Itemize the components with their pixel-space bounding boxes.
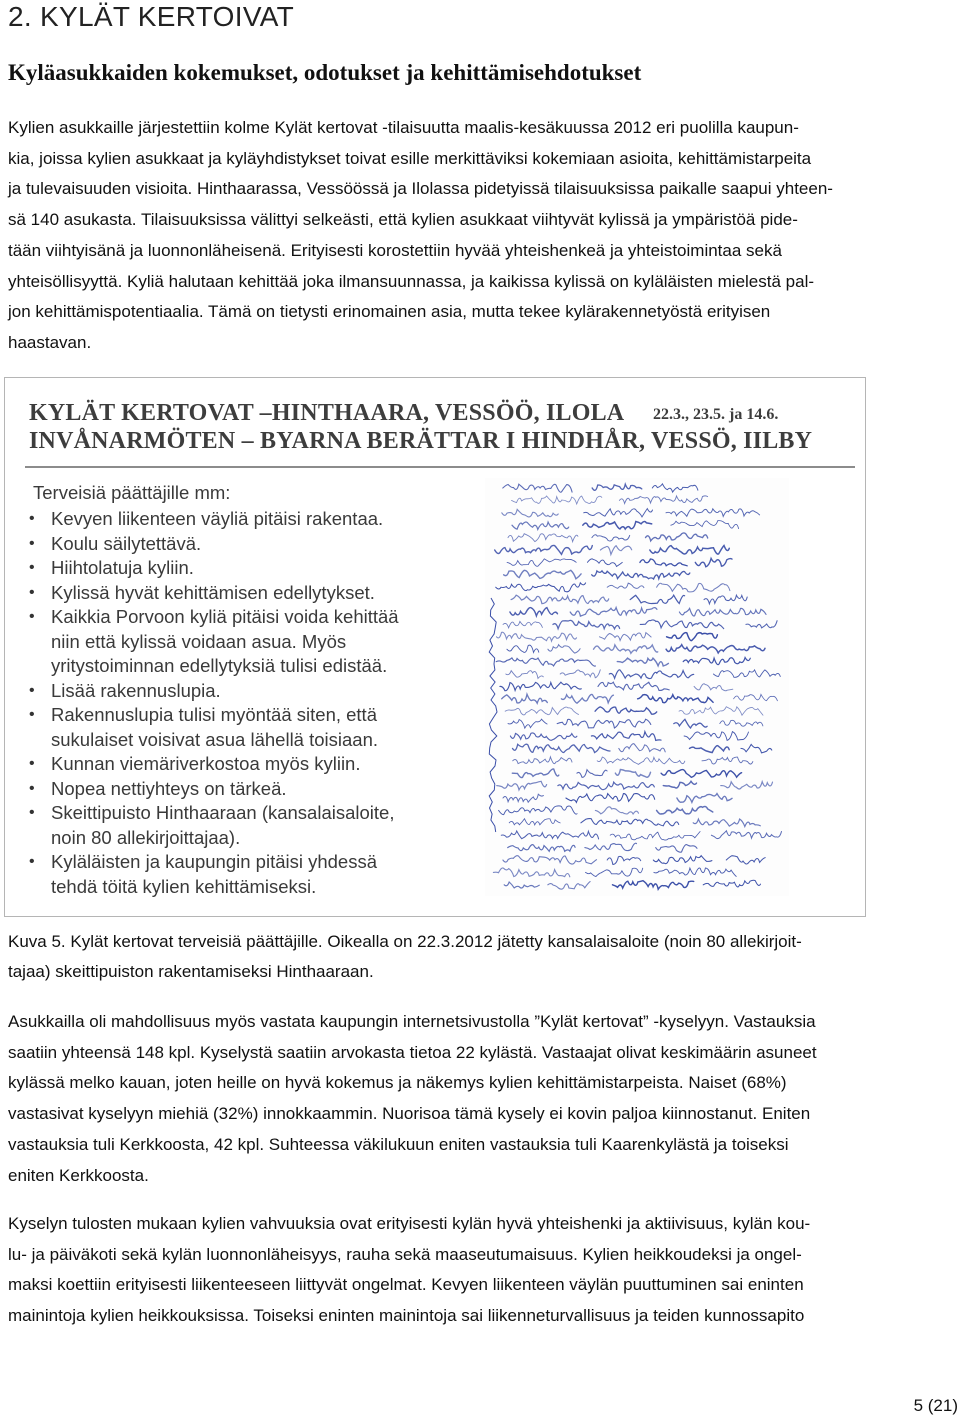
signature-scribble bbox=[657, 583, 730, 592]
signature-scribble bbox=[617, 658, 668, 666]
signature-scribble bbox=[720, 720, 763, 726]
figure-kuva-5 bbox=[4, 377, 866, 917]
signature-scribble bbox=[650, 546, 730, 555]
text-line: Kyselyn tulosten mukaan kylien vahvuuksia ovat erityisesti kylän hyvä yhteishenki ja aktiivisuus, kylän kou- bbox=[8, 1214, 811, 1233]
signature-scribble bbox=[597, 757, 685, 764]
signature-scribble bbox=[548, 882, 590, 890]
signature-scribble bbox=[595, 707, 657, 714]
text-line: jon kehittämispotentiaalia. Tämä on tietysti erinomainen asia, mutta tekee kylärakennetyöstä erityisen bbox=[8, 302, 771, 322]
greeting-item bbox=[25, 679, 445, 704]
signature-scribble bbox=[592, 535, 630, 541]
signature-scribble bbox=[591, 732, 661, 741]
greeting-item bbox=[25, 801, 445, 850]
signature-scribble bbox=[548, 645, 580, 653]
text-line: haastavan. bbox=[8, 332, 92, 352]
signature-scribble bbox=[615, 770, 650, 778]
signature-scribble bbox=[507, 645, 539, 652]
signature-scribble bbox=[495, 545, 593, 554]
signature-scribble bbox=[726, 856, 765, 864]
signature-scribble bbox=[595, 807, 638, 814]
greeting-line: Kunnan viemäriverkostoa myös kyliin. bbox=[51, 753, 361, 774]
signature-scribble bbox=[507, 559, 576, 566]
greeting-line: yritystoiminnan edellytyksiä tulisi edistää. bbox=[51, 655, 388, 676]
signature-scribble bbox=[646, 533, 708, 541]
section-title: 2. KYLÄT KERTOIVAT bbox=[8, 1, 295, 32]
signature-scribble bbox=[684, 732, 748, 741]
page-number: 5 (21) bbox=[913, 1396, 958, 1415]
signature-scribble bbox=[511, 595, 609, 603]
signature-scribble bbox=[704, 595, 747, 604]
greetings-heading: Terveisiä päättäjille mm: bbox=[33, 482, 231, 503]
signature-scribble bbox=[560, 670, 600, 678]
signature-scribble bbox=[683, 658, 750, 665]
greeting-item bbox=[25, 850, 445, 899]
text-line: vastasivat kyselyyn miehiä (32%) innokkaammin. Nuorisoa tämä kysely ei kovin paljoa kiinnostanut. Eniten bbox=[8, 1104, 811, 1124]
greeting-line: Kevyen liikenteen väyliä pitäisi rakentaa. bbox=[51, 508, 384, 529]
text-line: saatiin yhteensä 148 kpl. Kyselystä saatiin arvokasta tietoa 22 kylästä. Vastaajat olivat keskimäärin asuneet bbox=[8, 1042, 817, 1062]
signature-scribble bbox=[496, 583, 586, 592]
greetings-list bbox=[25, 507, 445, 899]
signature-scribble bbox=[619, 744, 665, 752]
signature-scribble bbox=[509, 819, 560, 825]
text-line: tajaa) skeittipuiston rakentamiseksi Hinthaaraan. bbox=[8, 962, 374, 981]
signature-scribble bbox=[489, 598, 497, 832]
greeting-line: niin että kylissä voidaan asua. Myös bbox=[51, 630, 347, 652]
bullet-icon: • bbox=[29, 510, 35, 527]
signature-scribble bbox=[566, 794, 655, 803]
bullet-icon: • bbox=[29, 755, 35, 772]
text-line: kia, joissa kylien asukkaat ja kyläyhdistykset toivat esille merkittäviksi kokemiaan asioita, kehittämistarpeita bbox=[8, 148, 812, 168]
signature-scribble bbox=[502, 694, 548, 703]
bullet-icon: • bbox=[29, 608, 35, 625]
greeting-item bbox=[25, 507, 445, 532]
signature-scribble bbox=[679, 608, 766, 616]
signature-scribble bbox=[561, 694, 613, 703]
signature-scribble bbox=[656, 845, 697, 853]
text-line: tään viihtyisänä ja luonnonläheisenä. Erityisesti korostettiin hyvää yhteishenkeä ja yhteistoimintaa sekä bbox=[8, 240, 782, 260]
signature-scribble bbox=[570, 608, 657, 617]
figure-caption bbox=[8, 927, 953, 987]
signature-scribble bbox=[510, 608, 558, 616]
greeting-item bbox=[25, 605, 445, 679]
signature-scribble bbox=[501, 831, 598, 839]
banner-dates: 22.3., 23.5. ja 14.6. bbox=[653, 406, 779, 423]
signature-scribble bbox=[510, 733, 577, 740]
signature-scribble bbox=[496, 658, 595, 666]
signature-scribble bbox=[734, 694, 778, 700]
text-line: maksi koettiin erityisesti liikenteeseen liittyvät ongelmat. Kevyen liikenteen väylän puuttuminen sai eninten bbox=[8, 1275, 804, 1295]
handwritten-signatures-graphic bbox=[485, 478, 789, 896]
signature-scribble bbox=[503, 856, 597, 864]
signature-scribble bbox=[502, 509, 558, 517]
banner-title-finnish: KYLÄT KERTOVAT –HINTHAARA, VESSÖÖ, ILOLA bbox=[29, 400, 625, 426]
signature-scribble bbox=[512, 769, 559, 778]
signature-scribble bbox=[610, 832, 700, 841]
signature-scribble bbox=[585, 843, 637, 850]
signature-scribble bbox=[594, 645, 658, 653]
greeting-item bbox=[25, 703, 445, 752]
greeting-item bbox=[25, 752, 445, 777]
signature-scribble bbox=[512, 496, 602, 504]
greeting-line: Kaikkia Porvoon kyliä pitäisi voida kehittää bbox=[51, 606, 399, 627]
greeting-item bbox=[25, 581, 445, 606]
greeting-line: Rakennuslupia tulisi myöntää siten, että bbox=[51, 704, 377, 725]
signature-scribble bbox=[598, 682, 669, 690]
signature-scribble bbox=[581, 819, 679, 826]
greeting-line: sukulaiset voisivat asua lähellä toisiaan. bbox=[51, 728, 379, 750]
signature-scribble bbox=[592, 571, 690, 579]
greeting-line: Kyläläisten ja kaupungin pitäisi yhdessä bbox=[51, 851, 378, 872]
signature-scribble bbox=[746, 621, 777, 628]
greeting-line: Skeittipuisto Hinthaaraan (kansalaisaloite, bbox=[51, 802, 395, 823]
signature-scribble bbox=[679, 707, 763, 716]
signature-scribble bbox=[677, 794, 732, 803]
signature-scribble bbox=[671, 521, 739, 529]
signature-scribble bbox=[506, 671, 544, 679]
text-line: yhteisöllisyyttä. Kyliä halutaan kehittää joka ilmansuunnassa, ja kaikissa kylissä on kyläläisten mielestä pal- bbox=[8, 271, 815, 291]
signature-scribble bbox=[505, 707, 578, 715]
signature-scribble bbox=[503, 621, 542, 628]
signature-scribble bbox=[652, 484, 698, 492]
signature-scribble bbox=[654, 868, 736, 876]
bullet-icon: • bbox=[29, 706, 35, 723]
signature-scribble bbox=[638, 695, 714, 703]
greeting-item bbox=[25, 532, 445, 557]
signature-scribble bbox=[713, 670, 780, 677]
signature-scribble bbox=[508, 845, 575, 852]
signature-scribble bbox=[508, 719, 547, 728]
greeting-line: Lisää rakennuslupia. bbox=[51, 679, 221, 701]
text-line: vastauksia tuli Kerkkoosta, 42 kpl. Suhteessa väkilukuun eniten vastauksia tuli Kaarenkylästä ja toiseksi bbox=[8, 1134, 789, 1154]
signature-scribble bbox=[586, 868, 643, 876]
signature-scribble bbox=[584, 509, 653, 517]
survey-paragraph bbox=[8, 1007, 953, 1191]
bullet-icon: • bbox=[29, 779, 35, 797]
greeting-line: Hiihtolatuja kyliin. bbox=[51, 557, 194, 578]
text-line: eniten Kerkkoosta. bbox=[8, 1165, 149, 1185]
signature-scribble bbox=[600, 633, 652, 641]
signature-scribble bbox=[500, 682, 581, 691]
signature-scribble bbox=[504, 570, 581, 579]
signature-scribble bbox=[497, 632, 577, 641]
signature-scribble bbox=[711, 831, 781, 839]
petition-signatures-image bbox=[485, 478, 789, 896]
text-line: lu- ja päiväkoti sekä kylän luonnonläheisyys, rauha sekä maaseutumaisuus. Kylien heikkoudeksi ja ongel- bbox=[8, 1244, 802, 1264]
signature-scribble bbox=[630, 595, 684, 603]
signature-scribble bbox=[513, 744, 611, 752]
signature-scribble bbox=[613, 881, 694, 890]
signature-scribble bbox=[702, 757, 753, 764]
page-subtitle: Kyläasukkaiden kokemukset, odotukset ja kehittämisehdotukset bbox=[8, 60, 642, 85]
signature-scribble bbox=[583, 522, 652, 530]
signature-scribble bbox=[508, 534, 578, 542]
signature-scribble bbox=[607, 856, 641, 864]
signature-scribble bbox=[694, 684, 733, 691]
greeting-line: tehdä töitä kylien kehittämiseksi. bbox=[51, 875, 317, 897]
banner-divider bbox=[25, 466, 855, 468]
signature-scribble bbox=[503, 484, 572, 492]
signature-scribble bbox=[640, 620, 724, 629]
greeting-line: noin 80 allekirjoittajaa). bbox=[51, 826, 241, 848]
signature-scribble bbox=[493, 868, 569, 877]
text-line: Kuva 5. Kylät kertovat terveisiä päättäjille. Oikealla on 22.3.2012 jätetty kansalaisaloite (noin 80 allekirjoit- bbox=[8, 932, 802, 951]
greeting-line: Koulu säilytettävä. bbox=[51, 532, 202, 554]
bullet-icon: • bbox=[29, 583, 35, 601]
text-line: mainintoja kylien heikkouksissa. Toiseksi eninten mainintoja sai liikenneturvallisuus ja teiden kunnossapito bbox=[8, 1306, 805, 1326]
signature-scribble bbox=[512, 522, 569, 529]
signature-scribble bbox=[695, 558, 732, 566]
signature-scribble bbox=[657, 806, 713, 814]
signature-scribble bbox=[513, 757, 572, 764]
greeting-line: Kylissä hyvät kehittämisen edellytykset. bbox=[51, 581, 375, 603]
text-line: kylässä melko kauan, joten heille on hyvä kokemus ja näkemys kylien kehittämistarpeista. Naiset (68%) bbox=[8, 1073, 787, 1093]
signature-scribble bbox=[693, 819, 760, 827]
bullet-icon: • bbox=[29, 681, 35, 699]
text-line: ja tulevaisuuden visioita. Hinthaarassa, Vessöössä ja Ilolassa pidetyissä tilaisuuksissa paikalle saapui yhteen- bbox=[8, 179, 833, 199]
banner-title-swedish: INVÅNARMÖTEN – BYARNA BERÄTTAR I HINDHÅR, VESSÖ, IILBY bbox=[29, 428, 813, 454]
signature-scribble bbox=[497, 781, 547, 790]
signature-scribble bbox=[703, 880, 760, 887]
text-line: Kylien asukkaille järjestettiin kolme Kylät kertovat -tilaisuutta maalis-kesäkuussa 2012 eri puolilla kaupun- bbox=[8, 118, 799, 137]
signature-scribble bbox=[504, 882, 539, 888]
signature-scribble bbox=[666, 509, 760, 517]
greeting-item bbox=[25, 556, 445, 581]
signature-scribble bbox=[653, 856, 712, 864]
signature-scribble bbox=[609, 670, 693, 679]
signature-scribble bbox=[553, 620, 620, 628]
signature-scribble bbox=[674, 719, 707, 728]
bullet-icon: • bbox=[29, 804, 35, 821]
signature-scribble bbox=[600, 546, 631, 555]
signature-scribble bbox=[640, 559, 687, 566]
text-line: Asukkailla oli mahdollisuus myös vastata kaupungin internetsivustolla ”Kylät kertovat” -kyselyyn. Vastauksia bbox=[8, 1012, 816, 1031]
signature-scribble bbox=[503, 794, 543, 802]
signature-scribble bbox=[558, 782, 654, 790]
signature-scribble bbox=[587, 559, 622, 567]
bullet-icon: • bbox=[29, 853, 35, 870]
signature-scribble bbox=[721, 782, 773, 789]
greeting-item bbox=[25, 777, 445, 802]
signature-scribble bbox=[741, 744, 772, 753]
signature-scribble bbox=[592, 484, 642, 490]
intro-paragraph bbox=[8, 113, 953, 359]
signature-scribble bbox=[661, 770, 742, 778]
bullet-icon: • bbox=[29, 534, 35, 552]
signature-scribble bbox=[557, 719, 651, 728]
signature-scribble bbox=[690, 746, 730, 753]
results-paragraph bbox=[8, 1209, 953, 1332]
signature-scribble bbox=[667, 633, 718, 641]
signature-scribble bbox=[619, 496, 707, 504]
text-line: sä 140 asukasta. Tilaisuuksissa välittyi selkeästi, että kylien asukkaat viihtyvät kylissä ja ympäristöä pide- bbox=[8, 210, 798, 230]
bullet-icon: • bbox=[29, 559, 35, 576]
signature-scribble bbox=[577, 770, 607, 778]
signature-scribble bbox=[499, 806, 577, 815]
signature-scribble bbox=[666, 645, 765, 653]
greeting-line: Nopea nettiyhteys on tärkeä. bbox=[51, 777, 287, 799]
signature-scribble bbox=[663, 781, 696, 788]
signature-scribble bbox=[607, 583, 644, 588]
